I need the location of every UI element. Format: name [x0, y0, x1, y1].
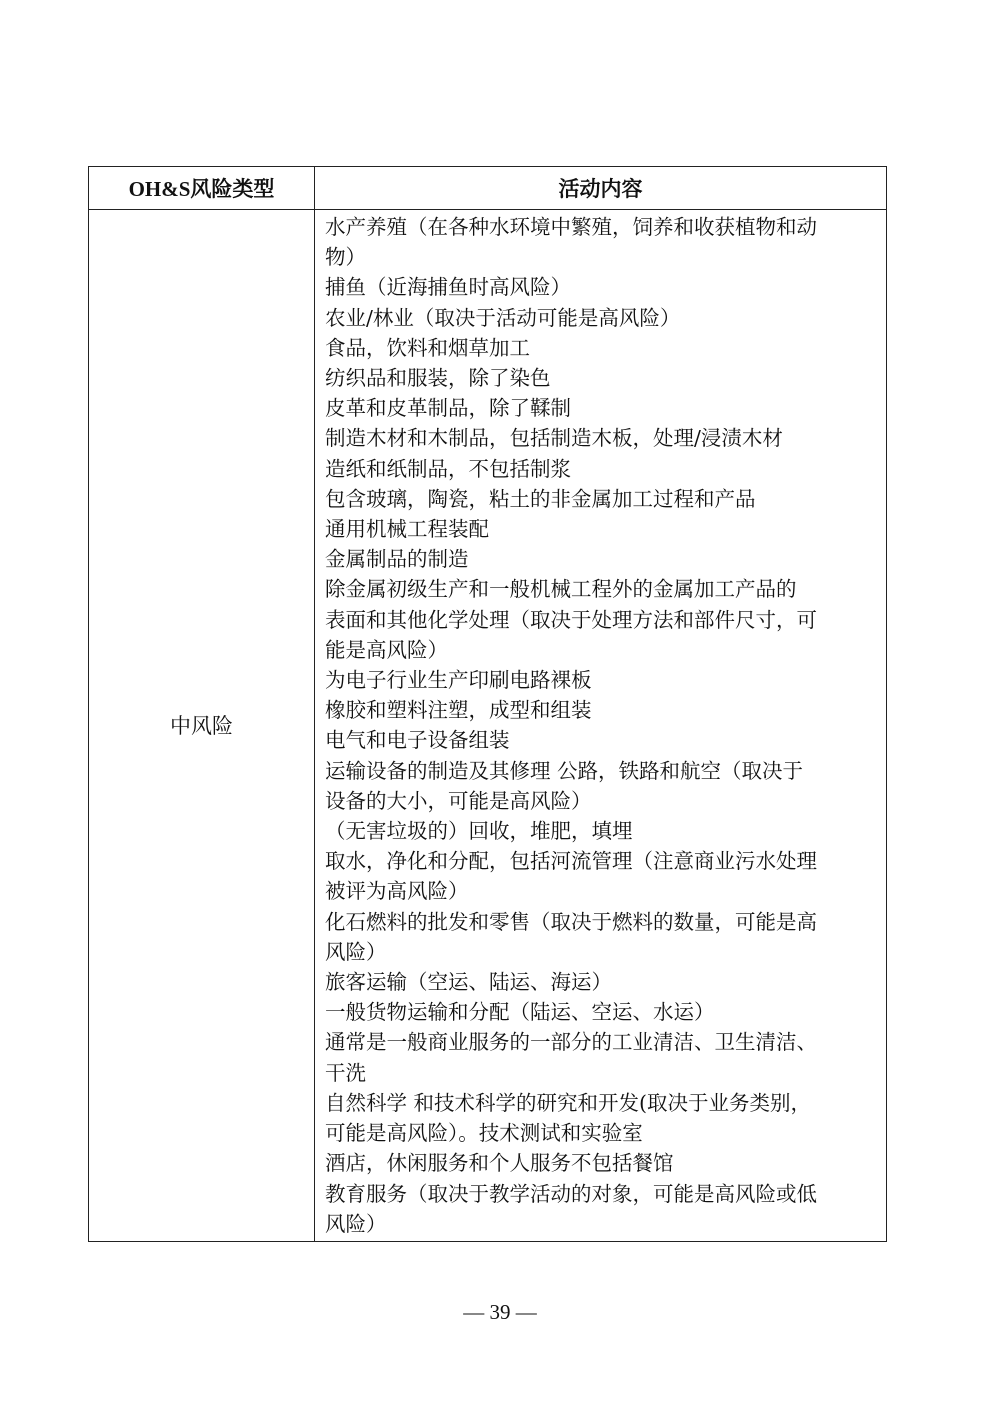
activity-line: 酒店，休闲服务和个人服务不包括餐馆: [325, 1151, 674, 1176]
activity-line: 设备的大小，可能是高风险）: [325, 788, 592, 813]
risk-activity-table: [88, 166, 887, 1242]
table-header-row: [89, 167, 887, 210]
activity-line: 纺织品和服装，除了染色: [325, 366, 551, 391]
activity-line: 水产养殖（在各种水环境中繁殖，饲养和收获植物和动: [325, 215, 817, 239]
activity-line: 通常是一般商业服务的一部分的工业清洁、卫生清洁、: [325, 1030, 817, 1055]
activity-line: 一般货物运输和分配（陆运、空运、水运）: [325, 1000, 715, 1025]
activity-line: 皮革和皮革制品，除了鞣制: [325, 396, 571, 421]
activity-line: 包含玻璃，陶瓷，粘土的非金属加工过程和产品: [325, 486, 756, 511]
table-row: [89, 210, 887, 1242]
activity-line: 教育服务（取决于教学活动的对象，可能是高风险或低: [325, 1181, 817, 1206]
activity-line: 风险）: [325, 1211, 387, 1236]
activity-line: 被评为高风险）: [325, 879, 469, 904]
activity-line: 通用机械工程装配: [325, 517, 489, 542]
header-activity: 活动内容: [315, 167, 887, 210]
activity-line: 食品，饮料和烟草加工: [325, 335, 530, 360]
risk-level-cell: 中风险: [89, 210, 315, 1242]
activity-line: 为电子行业生产印刷电路裸板: [325, 668, 592, 693]
activity-cell: [315, 210, 887, 1242]
activity-line: 风险）: [325, 939, 387, 964]
header-risk-type: OH&S风险类型: [89, 167, 315, 210]
activity-line: 运输设备的制造及其修理 公路，铁路和航空（取决于: [325, 758, 804, 783]
activity-line: 旅客运输（空运、陆运、海运）: [325, 970, 612, 995]
activity-line: 表面和其他化学处理（取决于处理方法和部件尺寸，可: [325, 607, 817, 632]
activity-line: 取水，净化和分配，包括河流管理（注意商业污水处理: [325, 849, 817, 874]
activity-line: 捕鱼（近海捕鱼时高风险）: [325, 275, 571, 300]
activity-line: （无害垃圾的）回收，堆肥，填埋: [325, 819, 633, 844]
activity-line: 农业/林业（取决于活动可能是高风险）: [325, 305, 681, 330]
page-number: — 39 —: [463, 1300, 537, 1324]
activity-list: [325, 212, 878, 1239]
activity-line: 造纸和纸制品，不包括制浆: [325, 456, 571, 481]
activity-line: 制造木材和木制品，包括制造木板，处理/浸渍木材: [325, 426, 783, 451]
activity-line: 电气和电子设备组装: [325, 728, 510, 753]
activity-line: 可能是高风险）。技术测试和实验室: [325, 1121, 643, 1146]
activity-line: 能是高风险）: [325, 637, 448, 662]
activity-line: 橡胶和塑料注塑，成型和组装: [325, 698, 592, 723]
activity-line: 物）: [325, 245, 366, 270]
activity-line: 干洗: [325, 1060, 366, 1085]
activity-line: 自然科学 和技术科学的研究和开发(取决于业务类别，: [325, 1090, 812, 1115]
activity-line: 化石燃料的批发和零售（取决于燃料的数量，可能是高: [325, 909, 817, 934]
activity-line: 除金属初级生产和一般机械工程外的金属加工产品的: [325, 577, 797, 602]
activity-line: 金属制品的制造: [325, 547, 469, 572]
